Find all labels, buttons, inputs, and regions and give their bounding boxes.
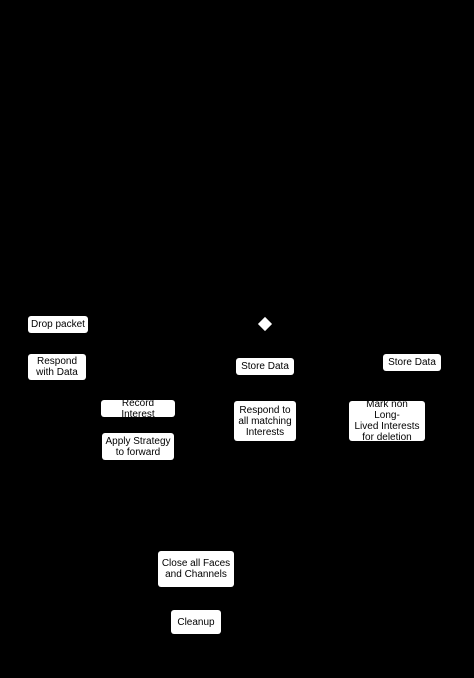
node-store-data-center: Store Data [236, 358, 294, 375]
node-drop-packet: Drop packet [28, 316, 88, 333]
node-record-interest: Record Interest [101, 400, 175, 417]
node-apply-strategy: Apply Strategy to forward [102, 433, 174, 460]
node-cleanup: Cleanup [171, 610, 221, 634]
node-close-faces-channels: Close all Faces and Channels [158, 551, 234, 587]
node-respond-with-data: Respond with Data [28, 354, 86, 380]
decision-node [258, 317, 272, 331]
node-respond-matching-interests: Respond to all matching Interests [234, 401, 296, 441]
node-mark-non-long-lived: Mark non Long- Lived Interests for deletion [349, 401, 425, 441]
node-store-data-right: Store Data [383, 354, 441, 371]
